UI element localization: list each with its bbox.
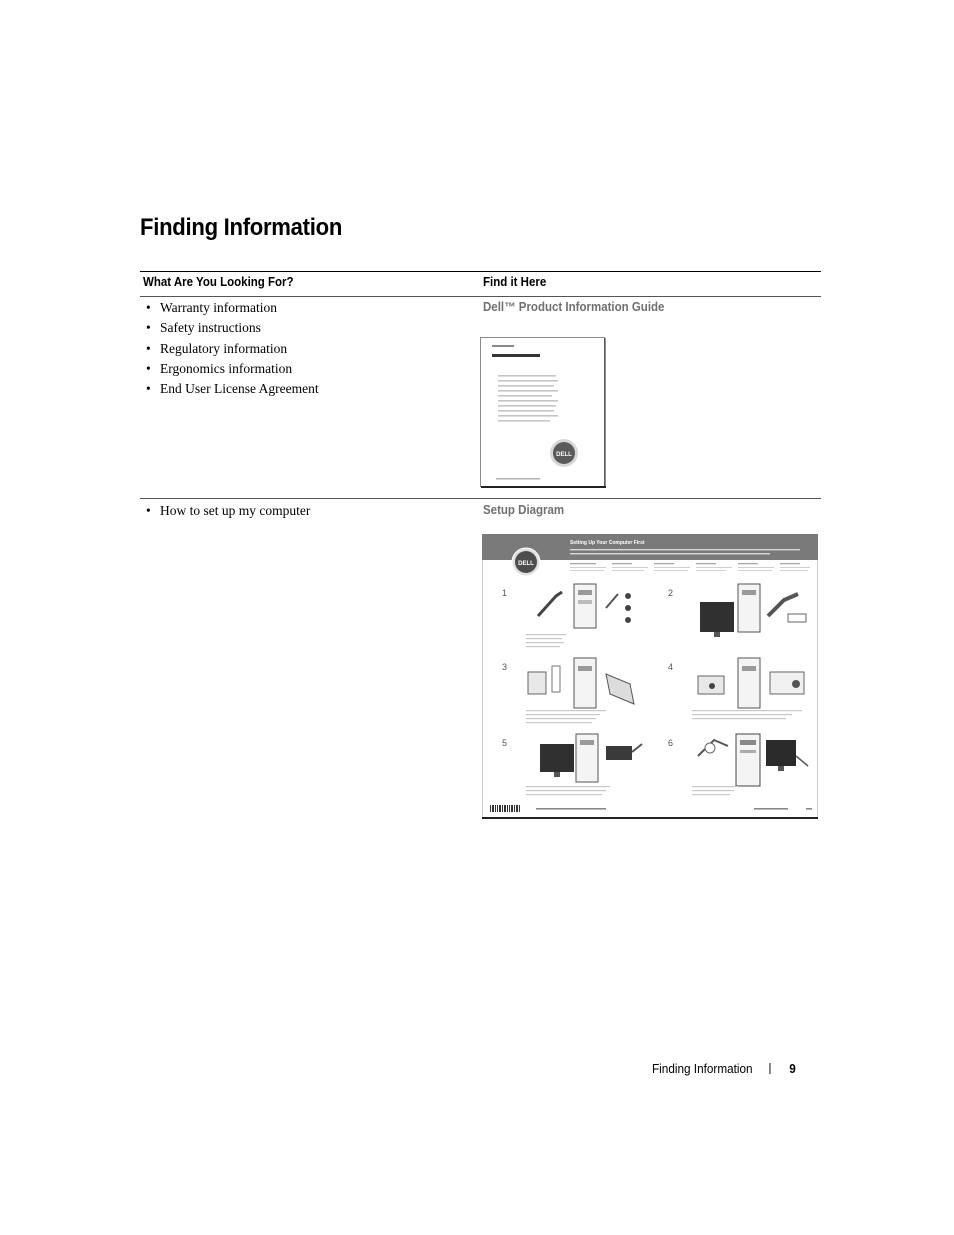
table-top-rule [140,271,821,272]
setup-diagram-label: Setup Diagram [483,503,565,517]
header-rule [140,296,821,297]
list-item: • Ergonomics information [146,361,319,381]
step-number: 6 [668,738,674,748]
step-number: 1 [502,588,508,598]
setup-diagram-header: Setting Up Your Computer First [570,540,645,546]
list-item: • Warranty information [146,300,319,320]
product-information-guide-image [480,337,606,488]
product-information-guide-label: Dell™ Product Information Guide [483,300,665,314]
list-item: • Safety instructions [146,320,319,340]
step-number: 5 [502,738,508,748]
step-number: 4 [668,662,674,672]
page-number: 9 [789,1062,796,1076]
page-footer [652,1062,796,1076]
column-header-find-it-here: Find it Here [483,275,547,289]
footer-separator [770,1063,771,1074]
list-item: • How to set up my computer [146,503,310,523]
dell-logo: DELL [556,452,572,458]
column-header-looking-for: What Are You Looking For? [143,275,294,289]
step-number: 3 [502,662,508,672]
topic-list-1 [146,300,319,401]
page-title: Finding Information [140,214,343,241]
row-rule [140,498,821,499]
footer-section-title: Finding Information [652,1062,753,1076]
topic-list-2 [146,503,310,523]
step-number: 2 [668,588,674,598]
setup-diagram-image [482,534,818,819]
list-item: • Regulatory information [146,341,319,361]
dell-logo: DELL [518,561,534,567]
list-item: • End User License Agreement [146,381,319,401]
